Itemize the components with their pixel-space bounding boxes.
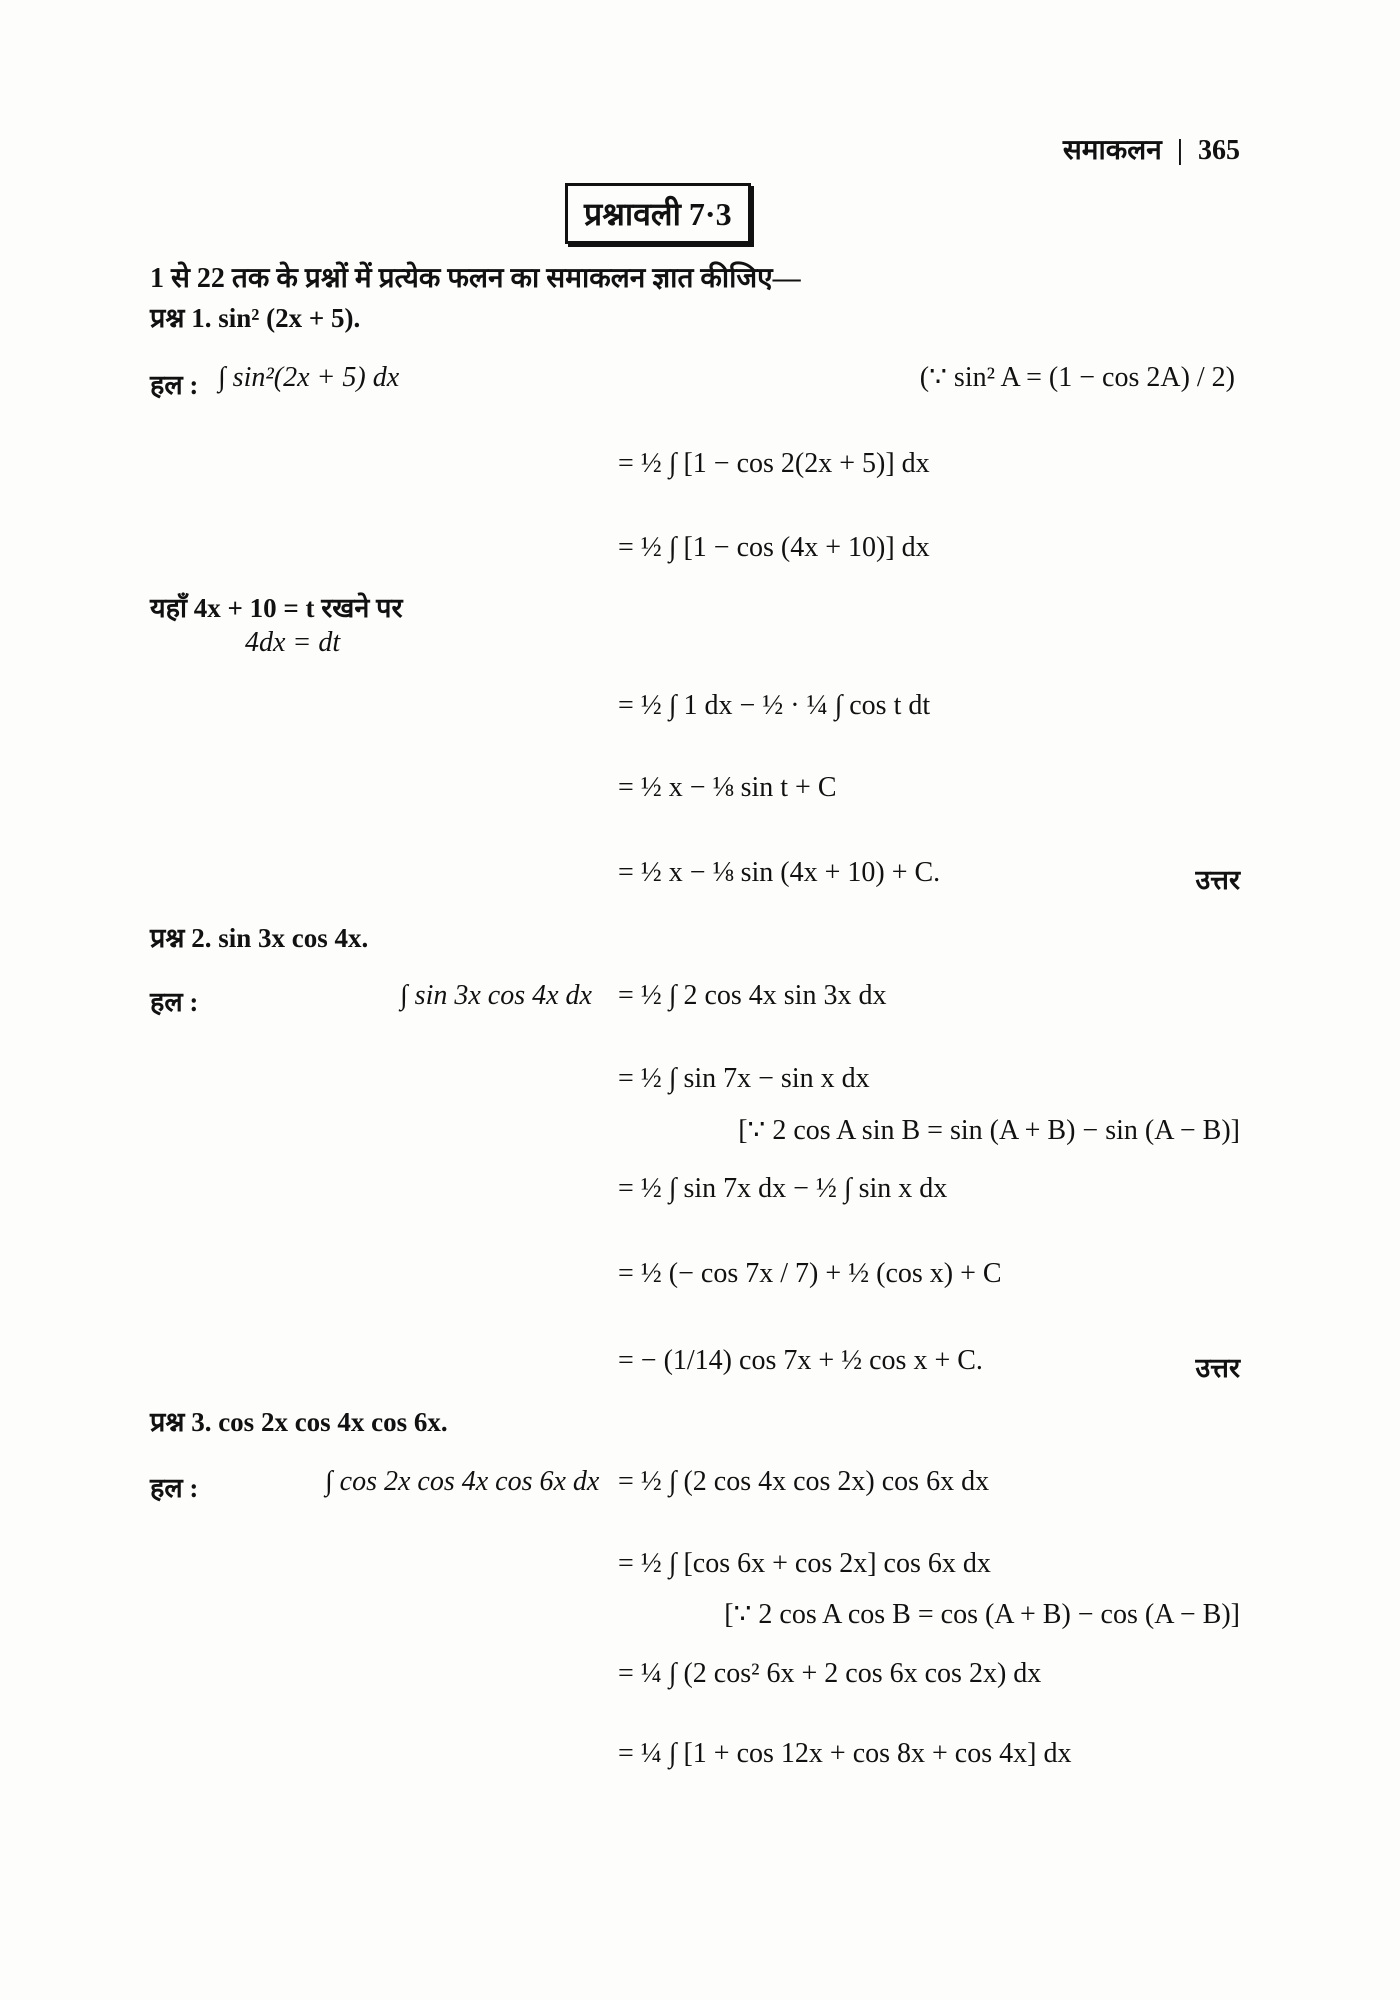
q1-step-1: = ½ ∫ [1 − cos 2(2x + 5)] dx: [618, 448, 930, 479]
solution-label-q1: हल :: [150, 370, 199, 400]
question-1: प्रश्न 1. sin² (2x + 5).: [150, 303, 361, 333]
q1-substitution-differential: 4dx = dt: [245, 627, 341, 658]
q1-step-5: = ½ x − ⅛ sin (4x + 10) + C.: [618, 857, 941, 888]
q1-integral: ∫ sin²(2x + 5) dx: [218, 362, 400, 393]
question-2: प्रश्न 2. sin 3x cos 4x.: [150, 923, 369, 953]
q2-identity-note: [∵ 2 cos A sin B = sin (A + B) − sin (A − B)]: [738, 1115, 1240, 1146]
q2-step-3: = ½ ∫ sin 7x dx − ½ ∫ sin x dx: [618, 1173, 948, 1204]
chapter-title: समाकलन: [1062, 135, 1162, 166]
q3-step-4: = ¼ ∫ [1 + cos 12x + cos 8x + cos 4x] dx: [618, 1738, 1072, 1769]
page-number: 365: [1198, 135, 1240, 166]
q1-step-2: = ½ ∫ [1 − cos (4x + 10)] dx: [618, 532, 930, 563]
solution-label-q2: हल :: [150, 987, 199, 1017]
instruction-text: 1 से 22 तक के प्रश्नों में प्रत्येक फलन का समाकलन ज्ञात कीजिए—: [150, 263, 801, 294]
q2-step-4: = ½ (− cos 7x / 7) + ½ (cos x) + C: [618, 1258, 1002, 1289]
q3-step-2: = ½ ∫ [cos 6x + cos 2x] cos 6x dx: [618, 1548, 991, 1579]
answer-label-q2: उत्तर: [1195, 1353, 1240, 1383]
q1-step-4: = ½ x − ⅛ sin t + C: [618, 772, 837, 803]
q2-step-1: = ½ ∫ 2 cos 4x sin 3x dx: [618, 980, 887, 1011]
q2-step-5: = − (1/14) cos 7x + ½ cos x + C.: [618, 1345, 983, 1376]
page-header: [1063, 130, 1240, 168]
q2-integral: ∫ sin 3x cos 4x dx: [400, 980, 592, 1011]
q3-step-1: = ½ ∫ (2 cos 4x cos 2x) cos 6x dx: [618, 1466, 990, 1497]
answer-label-q1: उत्तर: [1195, 865, 1240, 895]
q3-step-3: = ¼ ∫ (2 cos² 6x + 2 cos 6x cos 2x) dx: [618, 1658, 1042, 1689]
q2-step-2: = ½ ∫ sin 7x − sin x dx: [618, 1063, 870, 1094]
q3-identity-note: [∵ 2 cos A cos B = cos (A + B) − cos (A − B)]: [724, 1599, 1240, 1630]
q1-identity-note: (∵ sin² A = (1 − cos 2A) / 2): [919, 362, 1235, 393]
q3-integral: ∫ cos 2x cos 4x cos 6x dx: [325, 1466, 600, 1497]
exercise-title: प्रश्नावली 7·3: [565, 183, 751, 244]
question-3: प्रश्न 3. cos 2x cos 4x cos 6x.: [150, 1407, 448, 1437]
header-separator: |: [1176, 135, 1183, 166]
solution-label-q3: हल :: [150, 1473, 199, 1503]
q1-step-3: = ½ ∫ 1 dx − ½ · ¼ ∫ cos t dt: [618, 690, 931, 721]
q1-substitution: यहाँ 4x + 10 = t रखने पर: [150, 593, 403, 623]
